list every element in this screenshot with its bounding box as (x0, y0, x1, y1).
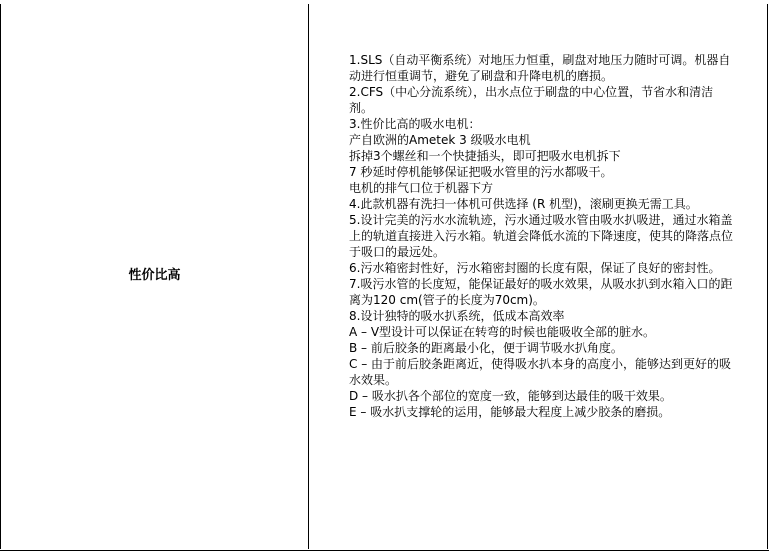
feature-line: 电机的排气口位于机器下方 (349, 181, 494, 195)
feature-line: 拆掉3个螺丝和一个快捷插头，即可把吸水电机拆下 (349, 149, 621, 163)
feature-line: 4.此款机器有洗扫一体机可供选择 (R 机型)，滚刷更换无需工具。 (349, 197, 698, 211)
feature-line: 5.设计完美的污水水流轨迹，污水通过吸水管由吸水扒吸进，通过水箱盖上的轨道直接进入污水箱。轨道会降低水流的下降速度，使其的降落点位于吸口的最远处。 (349, 213, 734, 259)
feature-description (349, 52, 734, 420)
feature-line: 7 秒延时停机能够保证把吸水管里的污水都吸干。 (349, 165, 613, 179)
row-label: 性价比高 (128, 268, 181, 283)
feature-line: A – V型设计可以保证在转弯的时候也能吸收全部的脏水。 (349, 325, 656, 339)
feature-line: 8.设计独特的吸水扒系统，低成本高效率 (349, 309, 565, 323)
feature-line: 产自欧洲的Ametek 3 级吸水电机 (349, 133, 531, 147)
feature-line: 1.SLS（自动平衡系统）对地压力恒重，刷盘对地压力随时可调。机器自动进行恒重调节，避免了刷盘和升降电机的磨损。 (349, 53, 731, 83)
table-border-right (767, 4, 768, 549)
feature-line: 2.CFS（中心分流系统），出水点位于刷盘的中心位置，节省水和清洁剂。 (349, 85, 714, 115)
table-border-bottom (0, 550, 769, 551)
feature-line: E – 吸水扒支撑轮的运用，能够最大程度上减少胶条的磨损。 (349, 405, 671, 419)
feature-line: B – 前后胶条的距离最小化，便于调节吸水扒角度。 (349, 341, 623, 355)
feature-line: 6.污水箱密封性好，污水箱密封圈的长度有限，保证了良好的密封性。 (349, 261, 721, 275)
feature-line: 3.性价比高的吸水电机： (349, 117, 481, 131)
feature-line: D – 吸水扒各个部位的宽度一致，能够到达最佳的吸干效果。 (349, 389, 672, 403)
feature-line: 7.吸污水管的长度短，能保证最好的吸水效果，从吸水扒到水箱入口的距离为120 cm(管子的长度为70cm)。 (349, 277, 733, 307)
feature-line: C – 由于前后胶条距离近，使得吸水扒本身的高度小，能够达到更好的吸水效果。 (349, 357, 732, 387)
